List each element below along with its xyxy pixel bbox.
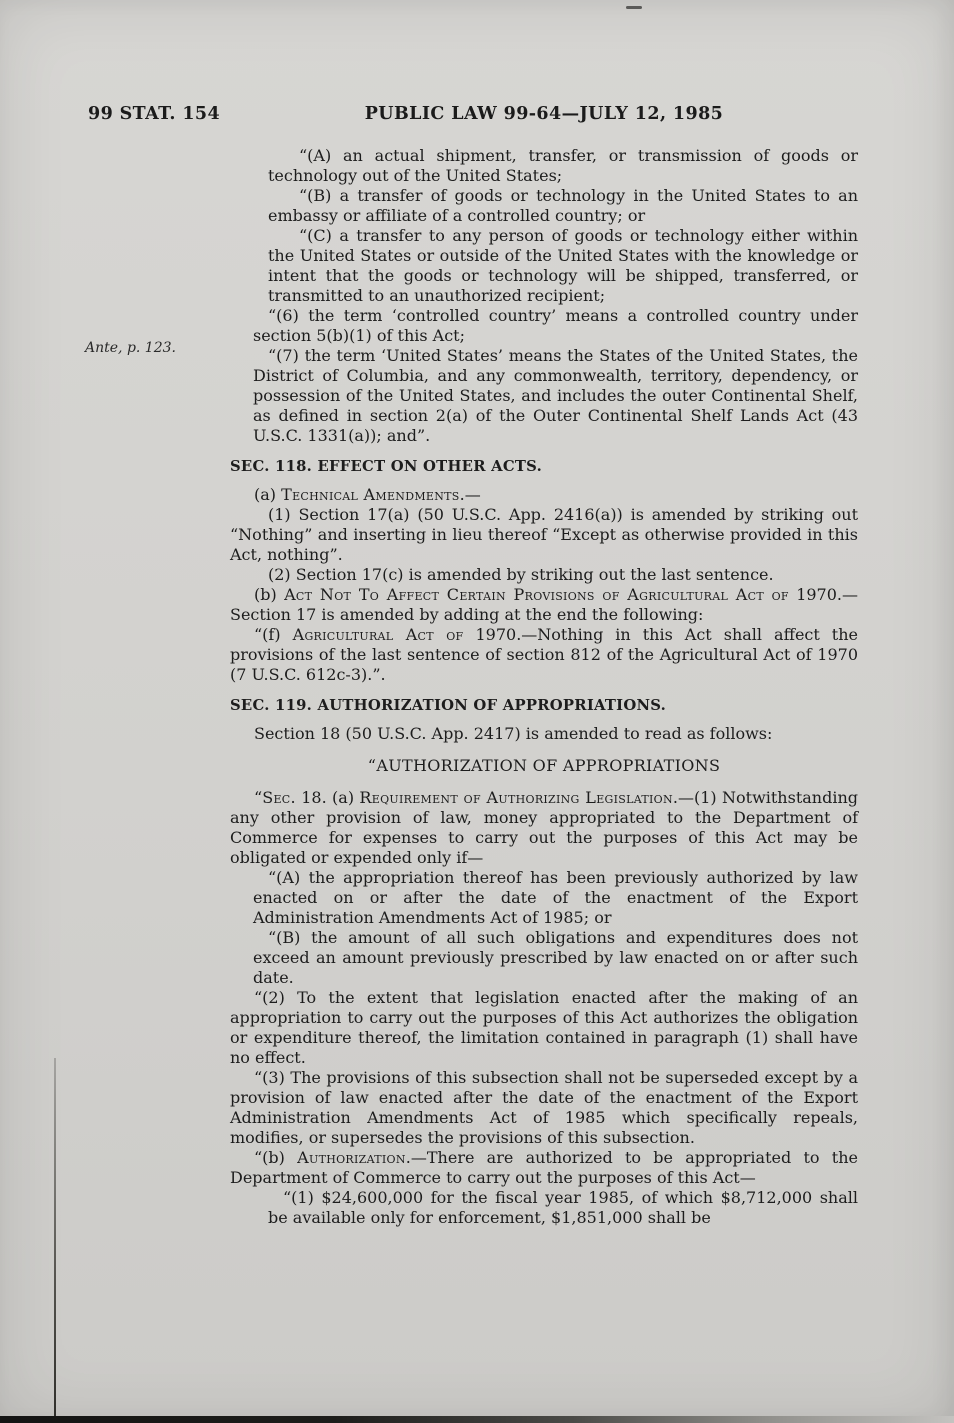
scan-artifact-top-dash [626,6,642,9]
scan-artifact-left-line [54,1058,56,1423]
quoted-paragraph [230,346,858,446]
text-run: “(7) the term ‘United States’ means the States of the United States, the District of Columbia, and any commonwealth, territory, dependency, or possession of the United States, and includes the outer Continental Shelf, as defined in section 2(a) of the Outer Continental Shelf Lands Act (43 U.S.C. 1331(a)); and”. [253,346,858,445]
quoted-paragraph [230,306,858,346]
quoted-subparagraph [230,928,858,988]
text-run: (2) Section 17(c) is amended by striking out the last sentence. [268,565,774,584]
text-run: “ [367,756,377,775]
stat-page-number: 99 STAT. 154 [88,104,221,124]
quoted-paragraph [230,988,858,1068]
text-run: “(C) a transfer to any person of goods or technology either within the United States or outside of the United States with the knowledge or intent that the goods or technology will be shipped, transferred, or transmitted to an unauthorized recipient; [268,226,858,305]
text-run: (b) [254,585,285,604]
section-heading [230,457,858,477]
text-run: .— [459,485,481,504]
quoted-subparagraph [230,186,858,226]
text-run: “ [254,788,263,807]
text-run: 18. (a) [295,788,360,807]
paragraph [230,585,858,625]
small-caps-run: Requirement of Authorizing Legislation [359,788,673,807]
small-caps-run: Act Not To Affect Certain Provisions of Agricultural Act of [284,585,789,604]
text-run: (1) Section 17(a) (50 U.S.C. App. 2416(a)) is amended by striking out “Nothing” and inserting in lieu thereof “Except as otherwise provided in this Act, nothing”. [230,505,858,564]
text-run: “(3) The provisions of this subsection shall not be superseded except by a provision of law enacted after the date of the enactment of the Export Administration Amendments Act of 1985 which specifically repeals, modifies, or supersedes the provisions of this subsection. [230,1068,858,1147]
text-run: “(A) an actual shipment, transfer, or transmission of goods or technology out of the United States; [268,146,858,185]
paragraph [230,505,858,565]
paragraph [230,485,858,505]
text-run: 1970.—Nothing in this Act shall affect the provisions of the last sentence of section 812 of the Agricultural Act of 1970 (7 U.S.C. 612c-3).”. [230,625,859,684]
quoted-subparagraph [230,1188,858,1228]
small-caps-run: Agricultural Act of [292,625,464,644]
text-run: .—There are authorized to be appropriated to the Department of Commerce to carry out the purposes of this Act— [230,1148,858,1187]
text-run: 1970.—Section 17 is amended by adding at the end the following: [230,585,859,624]
quoted-subparagraph [230,226,858,306]
quoted-paragraph [230,625,858,685]
text-run: “(1) $24,600,000 for the fiscal year 1985, of which $8,712,000 shall be available only for enforcement, $1,851,000 shall be [268,1188,858,1227]
small-caps-run: AUTHORIZATION OF APPROPRIATIONS [376,756,721,775]
small-caps-run: Sec. [262,788,296,807]
text-run: “(A) the appropriation thereof has been previously authorized by law enacted on or after the date of the enactment of the Export Administration Amendments Act of 1985; or [253,868,858,927]
quoted-paragraph [230,788,858,868]
text-run: “(6) the term ‘controlled country’ means a controlled country under section 5(b)(1) of this Act; [253,306,858,345]
text-run: SEC. 118. EFFECT ON OTHER ACTS. [230,458,542,475]
quoted-subparagraph [230,868,858,928]
scan-artifact-bottom-strip [0,1416,954,1423]
margin-note-ante: Ante, p. 123. [85,340,176,356]
text-run: SEC. 119. AUTHORIZATION OF APPROPRIATIONS. [230,697,667,714]
centered-heading [230,756,858,776]
text-run: “(B) a transfer of goods or technology in the United States to an embassy or affiliate of a controlled country; or [268,186,858,225]
quoted-paragraph [230,1068,858,1148]
text-run: “(2) To the extent that legislation enacted after the making of an appropriation to carry out the purposes of this Act authorizes the obligation or expenditure thereof, the limitation contained in paragraph (1) shall have no effect. [230,988,858,1067]
statute-text-column [230,146,858,1228]
law-title-heading: PUBLIC LAW 99-64—JULY 12, 1985 [364,104,724,124]
quoted-subparagraph [230,146,858,186]
text-run: “(b) [254,1148,298,1167]
quoted-paragraph [230,1148,858,1188]
paragraph [230,724,858,744]
text-run: .—(1) Notwithstanding any other provision of law, money appropriated to the Department of Commerce for expenses to carry out the purposes of this Act may be obligated or expended only if— [230,788,859,867]
text-run: (a) [254,485,282,504]
paragraph [230,565,858,585]
text-run: “(f) [254,625,293,644]
text-run: “(B) the amount of all such obligations and expenditures does not exceed an amount previously prescribed by law enacted on or after such date. [253,928,858,987]
small-caps-run: Technical Amendments [281,485,460,504]
section-heading [230,696,858,716]
text-run: Section 18 (50 U.S.C. App. 2417) is amended to read as follows: [254,724,773,743]
small-caps-run: Authorization [297,1148,406,1167]
